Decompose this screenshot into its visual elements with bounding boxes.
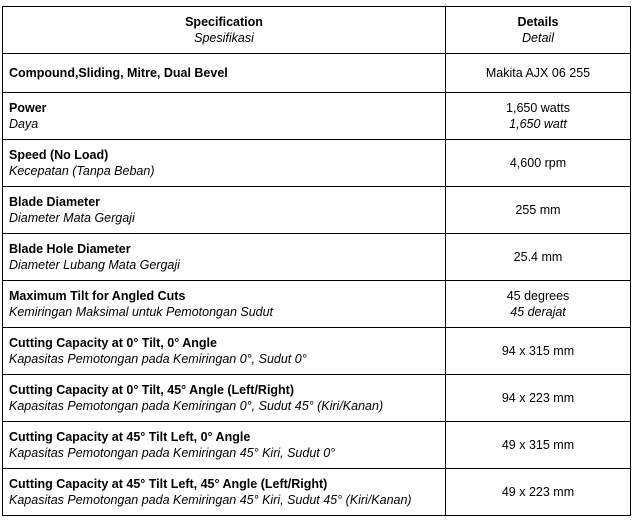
spec-label-id: Diameter Mata Gergaji [9, 211, 135, 225]
table-row [3, 375, 631, 422]
spec-label-en: Power [9, 101, 47, 115]
spec-label-id: Kemiringan Maksimal untuk Pemotongan Sudut [9, 305, 274, 319]
value-text: 49 x 223 mm [501, 485, 575, 499]
table-header-row [3, 7, 631, 54]
value-text: 4,600 rpm [509, 156, 567, 170]
details-header-subtitle: Detail [522, 31, 554, 45]
table-row [3, 422, 631, 469]
spec-label-id: Kecepatan (Tanpa Beban) [9, 164, 155, 178]
value-text: 94 x 315 mm [501, 344, 575, 358]
table-row [3, 281, 631, 328]
spec-label-en: Blade Diameter [9, 195, 101, 209]
spec-header-subtitle: Spesifikasi [194, 31, 254, 45]
value-text: 94 x 223 mm [501, 391, 575, 405]
details-header-title: Details [517, 15, 559, 29]
spec-label-en: Speed (No Load) [9, 148, 109, 162]
value-text: 255 mm [515, 203, 561, 217]
spec-label-en: Maximum Tilt for Angled Cuts [9, 289, 186, 303]
value-text: 45 degrees [506, 289, 570, 303]
value-cell [446, 187, 631, 234]
specification-table [2, 6, 631, 516]
table-row [3, 93, 631, 140]
value-cell [446, 54, 631, 93]
value-text: Makita AJX 06 255 [485, 66, 591, 80]
value-cell [446, 281, 631, 328]
value-text-translated: 45 derajat [510, 305, 566, 319]
spec-label-en: Blade Hole Diameter [9, 242, 131, 256]
details-column-header [446, 7, 631, 54]
spec-label-id: Daya [9, 117, 39, 131]
spec-header-title: Specification [185, 15, 263, 29]
value-cell [446, 234, 631, 281]
spec-label-en: Cutting Capacity at 0° Tilt, 0° Angle [9, 336, 217, 350]
table-row [3, 140, 631, 187]
value-cell [446, 469, 631, 516]
value-text-translated: 1,650 watt [509, 117, 567, 131]
spec-cell [3, 54, 446, 93]
spec-label-en: Cutting Capacity at 45° Tilt Left, 0° Angle [9, 430, 251, 444]
value-text: 1,650 watts [506, 101, 570, 115]
spec-label-id: Kapasitas Pemotongan pada Kemiringan 0°, Sudut 45° (Kiri/Kanan) [9, 399, 384, 413]
value-text: 49 x 315 mm [501, 438, 575, 452]
table-row [3, 328, 631, 375]
spec-cell [3, 422, 446, 469]
spec-cell [3, 375, 446, 422]
value-cell [446, 140, 631, 187]
spec-label-en: Cutting Capacity at 0° Tilt, 45° Angle (Left/Right) [9, 383, 295, 397]
table-row [3, 234, 631, 281]
value-cell [446, 375, 631, 422]
spec-cell [3, 281, 446, 328]
value-cell [446, 328, 631, 375]
table-row [3, 187, 631, 234]
spec-label-id: Diameter Lubang Mata Gergaji [9, 258, 180, 272]
spec-cell [3, 328, 446, 375]
table-row [3, 54, 631, 93]
spec-column-header [3, 7, 446, 54]
value-text: 25.4 mm [513, 250, 563, 264]
spec-label-id: Kapasitas Pemotongan pada Kemiringan 0°, Sudut 0° [9, 352, 307, 366]
spec-label-id: Kapasitas Pemotongan pada Kemiringan 45° Kiri, Sudut 0° [9, 446, 336, 460]
spec-cell [3, 469, 446, 516]
spec-label-id: Kapasitas Pemotongan pada Kemiringan 45° Kiri, Sudut 45° (Kiri/Kanan) [9, 493, 412, 507]
spec-cell [3, 234, 446, 281]
spec-label-en: Compound,Sliding, Mitre, Dual Bevel [9, 66, 228, 80]
spec-label-en: Cutting Capacity at 45° Tilt Left, 45° Angle (Left/Right) [9, 477, 328, 491]
table-row [3, 469, 631, 516]
value-cell [446, 422, 631, 469]
spec-cell [3, 93, 446, 140]
value-cell [446, 93, 631, 140]
spec-cell [3, 140, 446, 187]
spec-cell [3, 187, 446, 234]
